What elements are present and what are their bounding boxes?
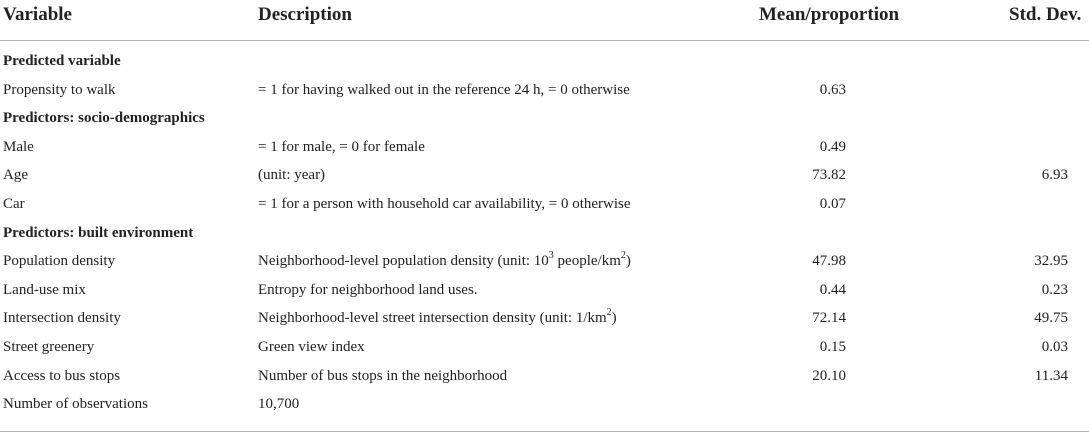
row-variable: Propensity to walk (3, 81, 116, 98)
row-mean: 0.63 (819, 81, 846, 98)
row-variable: Intersection density (3, 310, 121, 327)
row-sd: 32.95 (1034, 253, 1068, 270)
row-description (258, 250, 631, 270)
row-mean: 47.98 (812, 253, 846, 270)
superscript: 2 (620, 250, 626, 262)
row-description: (unit: year) (258, 167, 326, 184)
header-variable: Variable (3, 4, 72, 25)
header-mean-proportion: Mean/proportion (759, 4, 900, 25)
row-sd: 0.03 (1041, 338, 1068, 355)
table-row (0, 305, 1089, 334)
desc-text: Neighborhood-level population density (unit: 10 (258, 253, 549, 270)
row-variable: Access to bus stops (3, 367, 121, 384)
section-label: Predictors: socio-demographics (3, 110, 205, 127)
row-sd: 6.93 (1041, 167, 1068, 184)
superscript: 2 (606, 307, 612, 319)
table-row (0, 77, 1089, 106)
row-description: Green view index (258, 338, 365, 355)
table-row (0, 334, 1089, 363)
desc-text: ) (611, 310, 617, 327)
row-mean: 0.44 (819, 281, 846, 298)
table-row (0, 277, 1089, 306)
row-variable: Age (3, 167, 28, 184)
section-socio-demographics (0, 105, 1089, 134)
section-label: Predictors: built environment (3, 224, 194, 241)
row-sd: 49.75 (1034, 310, 1068, 327)
desc-text: Neighborhood-level street intersection density (unit: 1/km (258, 310, 607, 327)
superscript: 3 (548, 250, 554, 262)
section-built-environment (0, 220, 1089, 249)
row-variable: Street greenery (3, 338, 95, 355)
table-header-row (0, 0, 1089, 40)
header-description: Description (258, 4, 352, 25)
row-sd: 11.34 (1034, 367, 1068, 384)
row-mean: 0.07 (819, 195, 846, 212)
row-description (258, 307, 617, 327)
row-description: Number of bus stops in the neighborhood (258, 367, 508, 384)
table-row (0, 162, 1089, 191)
table-row (0, 191, 1089, 220)
desc-text: ) (625, 253, 631, 270)
row-mean: 0.15 (819, 338, 846, 355)
row-mean: 73.82 (812, 167, 846, 184)
section-label: Predicted variable (3, 53, 121, 69)
row-description: Entropy for neighborhood land uses. (258, 281, 478, 298)
row-variable: Land-use mix (3, 281, 86, 298)
table-row (0, 391, 1089, 420)
row-variable: Car (3, 195, 25, 212)
table-row (0, 248, 1089, 277)
table-body (0, 48, 1089, 420)
row-variable: Male (3, 138, 34, 155)
table-bottom-rule (0, 431, 1089, 432)
row-description: = 1 for having walked out in the reference 24 h, = 0 otherwise (258, 81, 630, 98)
row-description: = 1 for a person with household car availability, = 0 otherwise (258, 195, 631, 212)
desc-text: people/km (553, 253, 621, 270)
table-row (0, 134, 1089, 163)
row-mean: 72.14 (812, 310, 846, 327)
table-row (0, 363, 1089, 392)
row-mean: 20.10 (812, 367, 846, 384)
header-std-dev: Std. Dev. (1009, 4, 1082, 25)
header-divider (0, 40, 1089, 41)
row-sd: 0.23 (1041, 281, 1068, 298)
row-mean: 0.49 (819, 138, 846, 155)
section-predicted-variable (0, 48, 1089, 77)
row-variable: Population density (3, 253, 116, 270)
row-description: = 1 for male, = 0 for female (258, 138, 425, 155)
row-variable: Number of observations (3, 396, 148, 413)
row-description: 10,700 (258, 396, 300, 413)
